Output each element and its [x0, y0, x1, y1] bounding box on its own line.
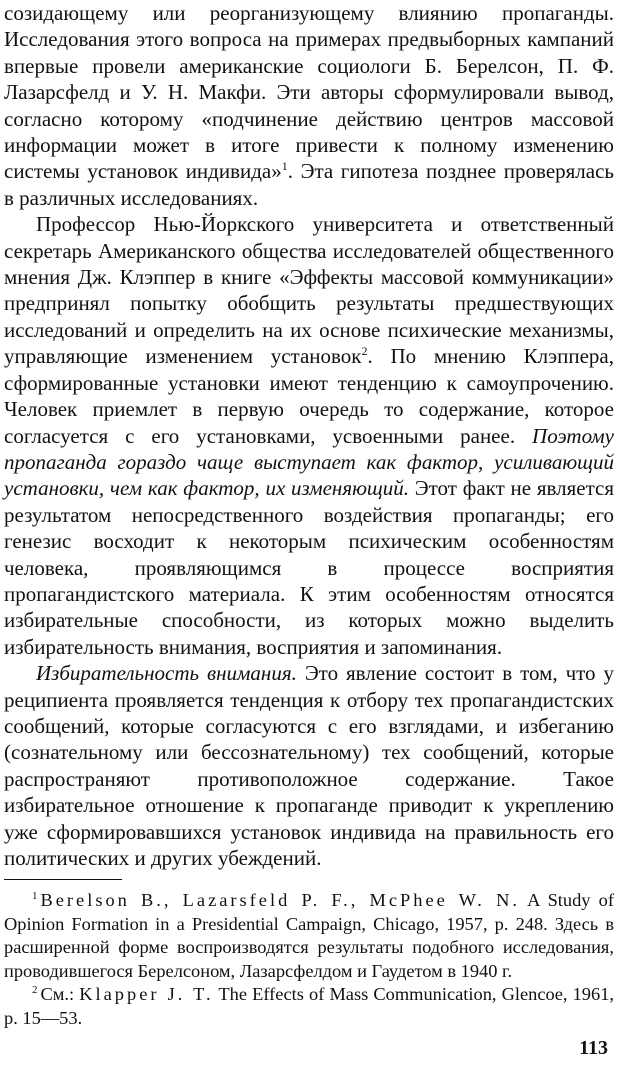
paragraph-1-end: . Эта гипотеза позднее проверялась в различных исследованиях. [4, 159, 615, 210]
footnote-1-number: 1 [32, 889, 38, 902]
paragraph-2-text-a: Профессор Нью-Йоркского университета и ответственный секретарь Американского общества исследователей общественного мнения Дж. Клэппер в книге «Эффекты массовой коммуникации» предпринял попытку обобщить результаты предшествующих исследований и определить на их основе психические механизмы, управляющие изменением установок [4, 212, 614, 369]
footnote-1-text: A Study of Opinion Formation in a Presidential Campaign, Chicago, 1957, p. 248. Здесь в расширенной форме воспроизводятся результаты подобного исследования, проводившегося Берелсоном, Лазарсфелдом и Гаудетом в 1940 г. [4, 890, 614, 981]
footnote-divider [4, 879, 122, 880]
paragraph-2-text-c: Этот факт не является результатом непосредственного воздействия пропаганды; его генезис восходит к некоторым психическим особенностям человека, проявляющимся в процессе восприятия пропагандистского материала. К этим особенностям относятся избирательные способности, из которых можно выделить избирательность внимания, восприятия и запоминания. [4, 476, 614, 659]
footnote-2-text: The Effects of Mass Communication, Glencoe, 1961, p. 15—53. [4, 984, 614, 1028]
footnote-2-number: 2 [32, 983, 38, 996]
footnote-ref-2: 2 [361, 344, 368, 359]
paragraph-2 [4, 211, 614, 660]
footnote-2-prefix: См.: [40, 984, 75, 1004]
footnote-ref-1: 1 [281, 159, 288, 174]
paragraph-1 [4, 0, 614, 211]
main-text [4, 0, 614, 871]
page-number: 113 [579, 1037, 608, 1059]
paragraph-3-text: Это явление состоит в том, что у реципиента проявляется тенденция к отбору тех пропагандистских сообщений, которые согласуются с его взглядами, и избеганию (сознательному или бессознательному) тех сообщений, которые распространяют противоположное содержание. Такое избирательное отношение к пропаганде приводит к укреплению уже сформировавшихся установок индивида на правильность его политических и других убеждений. [4, 661, 614, 870]
footnote-2 [4, 983, 614, 1030]
paragraph-2-text-b: . По мнению Клэппера, сформированные установки имеют тенденцию к самоупрочению. Человек приемлет в первую очередь то содержание, которое согласуется с его установками, усвоенными ранее. [4, 344, 614, 448]
paragraph-2-italic: Поэтому пропаганда гораздо чаще выступает как фактор, усиливающий установки, чем как фактор, их изменяющий. [4, 423, 614, 501]
footnotes [4, 889, 614, 1030]
paragraph-3-heading: Избирательность внимания. [36, 661, 297, 686]
footnote-1-authors: Berelson B., Lazarsfeld P. F., McPhee W. N. [40, 890, 520, 910]
footnote-1 [4, 889, 614, 983]
footnote-2-author: Klapper J. T. [79, 984, 214, 1004]
paragraph-3 [4, 660, 614, 871]
paragraph-1-text: созидающему или реорганизующему влиянию пропаганды. Исследования этого вопроса на примерах предвыборных кампаний впервые провели американские социологи Б. Берелсон, П. Ф. Лазарсфелд и У. Н. Макфи. Эти авторы сформулировали вывод, согласно которому «подчинение действию центров массовой информации может в итоге привести к полному изменению системы установок индивида» [4, 1, 614, 184]
